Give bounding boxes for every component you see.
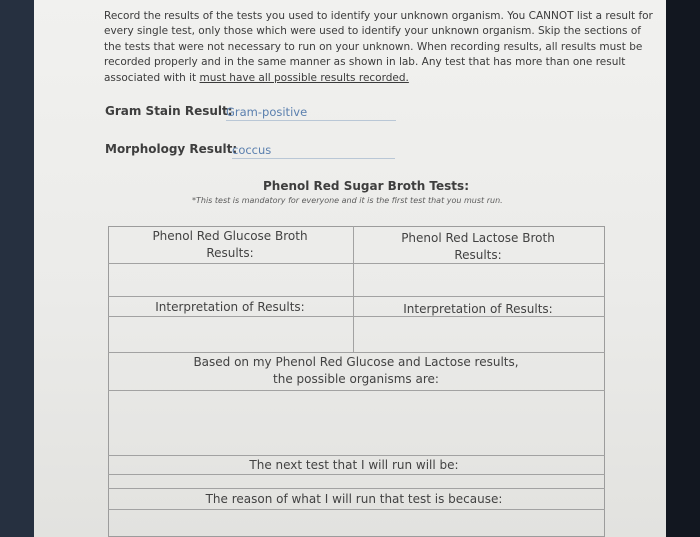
morphology-value[interactable]: coccus xyxy=(232,143,395,159)
gram-stain-value[interactable]: Gram-positive xyxy=(226,105,396,121)
table-line xyxy=(108,296,605,297)
table-line xyxy=(108,474,605,475)
possible-organisms-label: Based on my Phenol Red Glucose and Lactose results, the possible organisms are: xyxy=(193,355,519,386)
section-note: *This test is mandatory for everyone and it is the first test that you must run. xyxy=(192,196,503,205)
lactose-header: Phenol Red Lactose Broth Results: xyxy=(401,231,555,262)
table-divider-vertical xyxy=(353,226,354,352)
table-line xyxy=(108,352,605,353)
instructions-underlined-text: must have all possible results recorded. xyxy=(199,71,409,84)
interpretation-right-label: Interpretation of Results: xyxy=(403,302,553,316)
lactose-result-cell[interactable] xyxy=(355,265,603,295)
worksheet-page xyxy=(34,0,666,537)
section-title: Phenol Red Sugar Broth Tests: xyxy=(263,179,469,193)
table-line xyxy=(108,509,605,510)
instructions-paragraph xyxy=(104,9,654,86)
background-right xyxy=(666,0,700,537)
next-test-label: The next test that I will run will be: xyxy=(249,458,459,472)
possible-organisms-answer[interactable] xyxy=(110,392,603,454)
interpretation-left-label: Interpretation of Results: xyxy=(155,300,305,314)
table-line xyxy=(108,390,605,391)
instructions-text: Record the results of the tests you used to identify your unknown organism. You CANNOT list a result for every single test, only those which were used to identify your unknown organism. Skip the sections of the tests that were not necessary to run on your unknown. When recording results, all results must be recorded properly and in the same manner as shown in lab. Any test that has more than one result associated with it xyxy=(104,10,653,84)
glucose-result-cell[interactable] xyxy=(110,265,352,295)
table-line xyxy=(108,488,605,489)
table-line xyxy=(108,455,605,456)
glucose-header: Phenol Red Glucose Broth Results: xyxy=(152,229,308,260)
background-left xyxy=(0,0,34,537)
morphology-label: Morphology Result: xyxy=(105,142,238,156)
reason-label: The reason of what I will run that test is because: xyxy=(205,492,503,506)
gram-stain-label: Gram Stain Result: xyxy=(105,104,233,118)
